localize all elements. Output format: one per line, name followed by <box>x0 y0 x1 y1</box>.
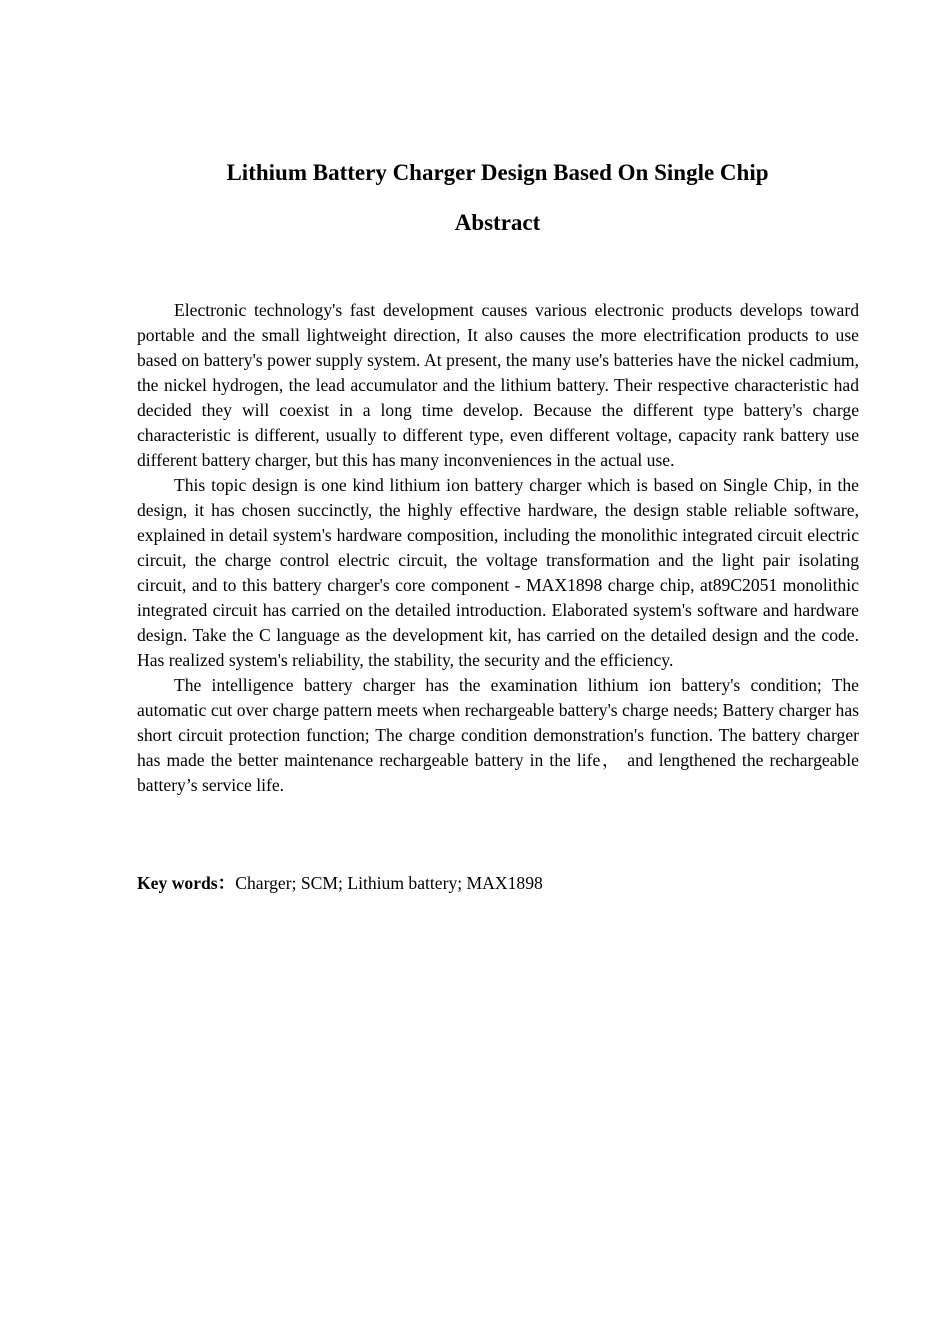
keywords-value: Charger; SCM; Lithium battery; MAX1898 <box>235 873 543 893</box>
abstract-body <box>137 298 859 798</box>
abstract-heading: Abstract <box>454 210 541 235</box>
keywords-label: Key words： <box>137 873 236 893</box>
abstract-paragraph: Electronic technology's fast development causes various electronic products develops toward portable and the small lightweight direction, It also causes the more electrification products to use based on battery's power supply system. At present, the many use's batteries have the nickel cadmium, the nickel hydrogen, the lead accumulator and the lithium battery. Their respective characteristic had decided they will coexist in a long time develop. Because the different type battery's charge characteristic is different, usually to different type, even different voltage, capacity rank battery use different battery charger, but this has many inconveniences in the actual use. <box>137 300 859 470</box>
abstract-paragraph: The intelligence battery charger has the examination lithium ion battery's condition; The automatic cut over charge pattern meets when rechargeable battery's charge needs; Battery charger has short circuit protection function; The charge condition demonstration's function. The battery charger has made the better maintenance rechargeable battery in the life， and lengthened the rechargeable battery’s service life. <box>137 675 859 795</box>
keywords-line <box>137 871 859 896</box>
abstract-paragraph: This topic design is one kind lithium ion battery charger which is based on Single Chip, in the design, it has chosen succinctly, the highly effective hardware, the design stable reliable software, explained in detail system's hardware composition, including the monolithic integrated circuit electric circuit, the charge control electric circuit, the voltage transformation and the light pair isolating circuit, and to this battery charger's core component - MAX1898 charge chip, at89C2051 monolithic integrated circuit has carried on the detailed introduction. Elaborated system's software and hardware design. Take the C language as the development kit, has carried on the detailed design and the code. Has realized system's reliability, the stability, the security and the efficiency. <box>137 475 859 670</box>
page-title: Lithium Battery Charger Design Based On Single Chip <box>226 160 769 185</box>
